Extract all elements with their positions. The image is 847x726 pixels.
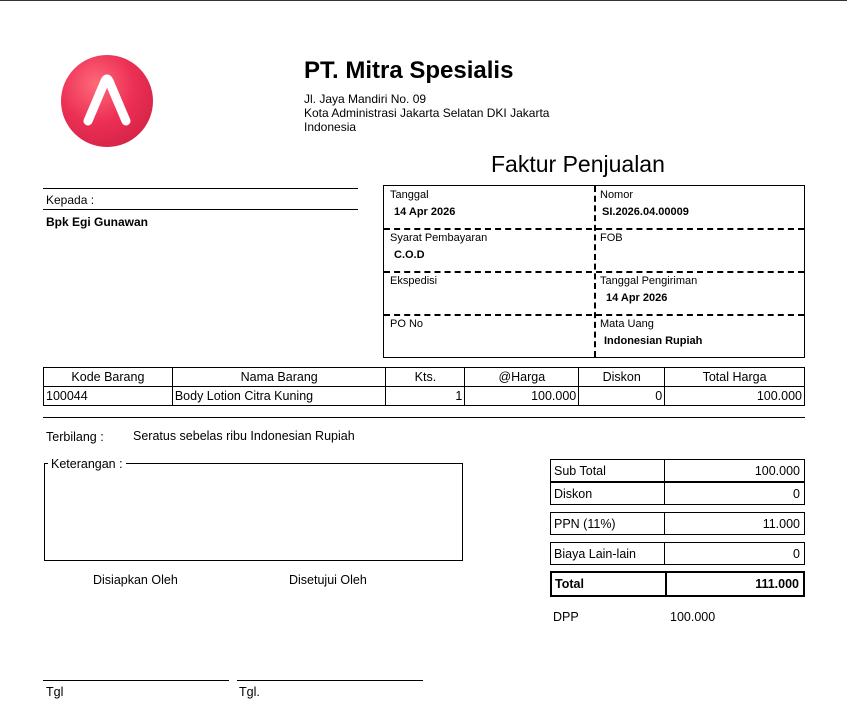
fob-label: FOB xyxy=(600,232,623,244)
table-bottom-line xyxy=(43,417,805,418)
item-total: 100.000 xyxy=(665,387,805,406)
sub-total-value: 100.000 xyxy=(754,464,800,478)
keterangan-box xyxy=(44,463,463,561)
company-address xyxy=(304,92,549,134)
info-divider-1 xyxy=(384,228,804,230)
col-diskon-header: Diskon xyxy=(579,368,665,387)
ekspedisi-label: Ekspedisi xyxy=(390,275,438,287)
address-line-3: Indonesia xyxy=(304,120,357,134)
sub-total-sep xyxy=(664,460,665,481)
nomor-label: Nomor xyxy=(600,189,634,201)
info-divider-3 xyxy=(384,314,804,316)
tgl-label-1: Tgl xyxy=(46,685,64,699)
dpp-value: 100.000 xyxy=(670,610,716,624)
syarat-label: Syarat Pembayaran xyxy=(390,232,488,244)
dpp-label: DPP xyxy=(553,610,579,624)
biaya-label: Biaya Lain-lain xyxy=(554,547,636,561)
diskon-sep xyxy=(664,483,665,504)
biaya-sep xyxy=(664,543,665,564)
address-line-1: Jl. Jaya Mandiri No. 09 xyxy=(304,92,427,106)
item-diskon: 0 xyxy=(579,387,665,406)
diskon-row xyxy=(550,482,805,505)
info-divider-2 xyxy=(384,271,804,273)
top-border xyxy=(0,0,847,1)
tgl-kirim-value: 14 Apr 2026 xyxy=(606,292,668,304)
total-sep xyxy=(665,573,667,595)
approved-by-label: Disetujui Oleh xyxy=(289,573,367,587)
ppn-value: 11.000 xyxy=(762,517,800,531)
item-nama: Body Lotion Citra Kuning xyxy=(172,387,386,406)
ppn-row xyxy=(550,512,805,535)
prepared-by-label: Disiapkan Oleh xyxy=(93,573,178,587)
invoice-info-box xyxy=(383,185,805,358)
document-title: Faktur Penjualan xyxy=(491,151,665,177)
signature-line-1 xyxy=(43,680,229,681)
terbilang-label: Terbilang : xyxy=(46,430,104,444)
item-harga: 100.000 xyxy=(465,387,579,406)
mata-uang-value: Indonesian Rupiah xyxy=(604,335,703,347)
total-label: Total xyxy=(555,577,584,591)
recipient-name: Bpk Egi Gunawan xyxy=(46,215,149,229)
nomor-value: SI.2026.04.00009 xyxy=(602,206,689,218)
recipient-mid-line xyxy=(43,209,358,210)
items-header-row xyxy=(44,368,805,387)
col-kode-header: Kode Barang xyxy=(44,368,173,387)
sub-total-row xyxy=(550,459,805,482)
diskon-label: Diskon xyxy=(554,487,593,501)
biaya-row xyxy=(550,542,805,565)
recipient-label: Kepada : xyxy=(46,193,95,207)
keterangan-label: Keterangan : xyxy=(48,457,126,471)
sub-total-label: Sub Total xyxy=(554,464,606,478)
total-row xyxy=(550,571,805,597)
tanggal-value: 14 Apr 2026 xyxy=(394,206,456,218)
ppn-label: PPN (11%) xyxy=(554,517,616,531)
tgl-label-2: Tgl. xyxy=(239,685,260,699)
syarat-value: C.O.D xyxy=(394,249,425,261)
diskon-value: 0 xyxy=(793,487,800,501)
po-label: PO No xyxy=(390,318,424,330)
logo-a-icon xyxy=(61,55,153,147)
item-kts: 1 xyxy=(386,387,465,406)
company-name: PT. Mitra Spesialis xyxy=(304,57,514,84)
tanggal-label: Tanggal xyxy=(390,189,429,201)
col-nama-header: Nama Barang xyxy=(172,368,386,387)
table-row xyxy=(44,387,805,406)
mata-uang-label: Mata Uang xyxy=(600,318,654,330)
address-line-2: Kota Administrasi Jakarta Selatan DKI Jakarta xyxy=(304,106,550,120)
col-harga-header: @Harga xyxy=(465,368,579,387)
items-table xyxy=(43,367,805,406)
ppn-sep xyxy=(664,513,665,534)
biaya-value: 0 xyxy=(793,547,800,561)
signature-line-2 xyxy=(237,680,423,681)
tgl-kirim-label: Tanggal Pengiriman xyxy=(600,275,698,287)
terbilang-value: Seratus sebelas ribu Indonesian Rupiah xyxy=(133,429,355,443)
col-total-header: Total Harga xyxy=(665,368,805,387)
recipient-top-line xyxy=(43,188,358,189)
col-kts-header: Kts. xyxy=(386,368,465,387)
item-kode: 100044 xyxy=(44,387,173,406)
total-value: 111.000 xyxy=(755,577,799,591)
